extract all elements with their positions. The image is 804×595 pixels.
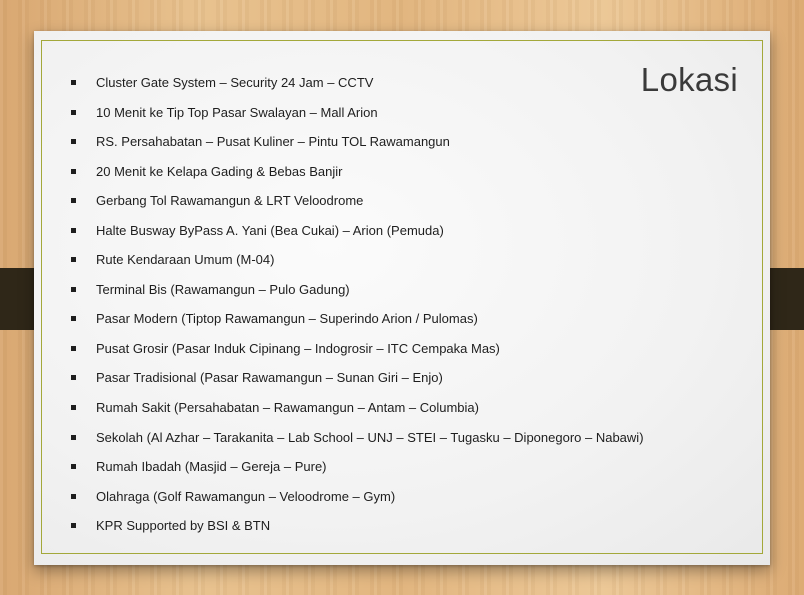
list-item-text: Sekolah (Al Azhar – Tarakanita – Lab School – UNJ – STEI – Tugasku – Diponegoro – Nabawi) — [96, 429, 644, 445]
list-item-text: 10 Menit ke Tip Top Pasar Swalayan – Mall Arion — [96, 104, 378, 120]
square-bullet-icon — [71, 435, 76, 440]
list-item-text: Olahraga (Golf Rawamangun – Veloodrome – Gym) — [96, 488, 396, 504]
list-item — [68, 487, 644, 517]
list-item — [68, 428, 644, 458]
list-item — [68, 103, 644, 133]
list-item-text: Pusat Grosir (Pasar Induk Cipinang – Indogrosir – ITC Cempaka Mas) — [96, 340, 500, 356]
list-item-text: RS. Persahabatan – Pusat Kuliner – Pintu TOL Rawamangun — [96, 134, 450, 150]
list-item — [68, 516, 644, 546]
list-item — [68, 250, 644, 280]
list-item — [68, 221, 644, 251]
square-bullet-icon — [71, 198, 76, 203]
list-item-text: Pasar Modern (Tiptop Rawamangun – Superindo Arion / Pulomas) — [96, 311, 478, 327]
square-bullet-icon — [71, 494, 76, 499]
list-item-text: Cluster Gate System – Security 24 Jam – CCTV — [96, 75, 374, 90]
bullet-list — [68, 73, 644, 546]
square-bullet-icon — [71, 316, 76, 321]
list-item-text: Terminal Bis (Rawamangun – Pulo Gadung) — [96, 281, 350, 297]
square-bullet-icon — [71, 110, 76, 115]
list-item — [68, 73, 644, 103]
square-bullet-icon — [71, 464, 76, 469]
square-bullet-icon — [71, 228, 76, 233]
list-item-text: Rumah Ibadah (Masjid – Gereja – Pure) — [96, 459, 327, 475]
list-item — [68, 398, 644, 428]
list-item — [68, 457, 644, 487]
square-bullet-icon — [71, 169, 76, 174]
list-item-text: Halte Busway ByPass A. Yani (Bea Cukai) – Arion (Pemuda) — [96, 222, 444, 238]
slide-title: Lokasi — [640, 61, 738, 98]
left-side-bar — [0, 268, 38, 330]
list-item-text: Rumah Sakit (Persahabatan – Rawamangun – Antam – Columbia) — [96, 400, 479, 416]
list-item — [68, 280, 644, 310]
list-item — [68, 132, 644, 162]
square-bullet-icon — [71, 375, 76, 380]
list-item-text: KPR Supported by BSI & BTN — [96, 518, 271, 534]
list-item-text: Pasar Tradisional (Pasar Rawamangun – Sunan Giri – Enjo) — [96, 370, 443, 386]
list-item-text: Rute Kendaraan Umum (M-04) — [96, 252, 275, 268]
list-item-text: Gerbang Tol Rawamangun & LRT Veloodrome — [96, 193, 364, 209]
square-bullet-icon — [71, 523, 76, 528]
square-bullet-icon — [71, 257, 76, 262]
square-bullet-icon — [71, 139, 76, 144]
list-item-text: 20 Menit ke Kelapa Gading & Bebas Banjir — [96, 163, 343, 179]
square-bullet-icon — [71, 346, 76, 351]
list-item — [68, 368, 644, 398]
slide — [34, 31, 770, 565]
list-item — [68, 309, 644, 339]
slide-border — [41, 40, 763, 554]
list-item — [68, 162, 644, 192]
square-bullet-icon — [71, 287, 76, 292]
list-item — [68, 339, 644, 369]
square-bullet-icon — [71, 80, 76, 85]
square-bullet-icon — [71, 405, 76, 410]
list-item — [68, 191, 644, 221]
